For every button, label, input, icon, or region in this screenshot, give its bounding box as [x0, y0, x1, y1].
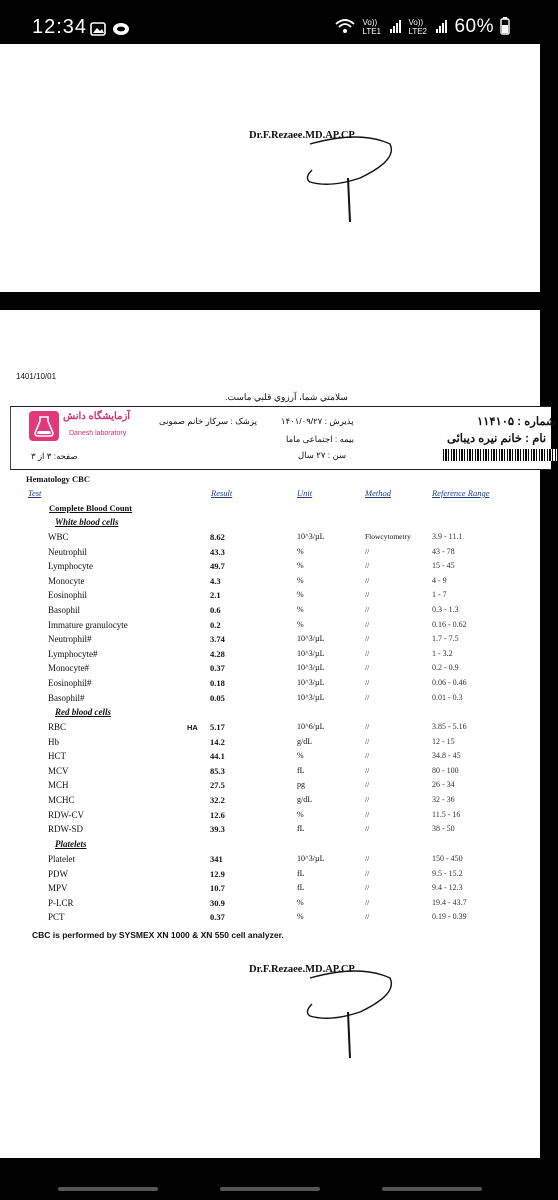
table-row — [0, 693, 540, 706]
table-row — [0, 561, 540, 574]
table-row — [0, 898, 540, 911]
method: // — [365, 678, 370, 687]
unit: 10^3/µL — [297, 854, 325, 863]
test-name: MCV — [48, 765, 69, 776]
reference-range: 4 - 9 — [432, 575, 447, 585]
unit: % — [297, 561, 304, 571]
unit: 10^6/µL — [297, 722, 325, 731]
document-page-previous[interactable] — [0, 44, 540, 292]
table-row — [0, 649, 540, 662]
result-value: 341 — [210, 854, 223, 864]
lab-name-fa: آزمایشگاه دانش — [63, 411, 131, 422]
table-row — [0, 576, 540, 589]
table-row — [0, 780, 540, 793]
table-row — [0, 663, 540, 676]
result-value: 0.18 — [210, 678, 225, 688]
reference-range: 11.5 - 16 — [432, 809, 461, 819]
table-row — [0, 737, 540, 750]
result-value: 4.3 — [210, 575, 221, 586]
reference-range: 80 - 100 — [432, 765, 459, 775]
reference-range: 19.4 - 43.7 — [432, 897, 467, 907]
unit: 10^3/µL — [297, 663, 325, 673]
file-number: شماره : ۱۱۴۱۰۵ — [477, 416, 556, 428]
test-name: Monocyte# — [48, 663, 89, 674]
test-name: HCT — [48, 751, 66, 762]
page-number: صفحه: ۳ از ۳ — [31, 451, 78, 461]
table-row — [0, 795, 540, 808]
unit: % — [297, 809, 304, 819]
reference-range: 12 - 15 — [432, 736, 455, 746]
col-test: Test — [28, 488, 42, 498]
unit: 10^3/µL — [297, 648, 325, 658]
reference-range: 150 - 450 — [432, 854, 463, 863]
method: // — [365, 722, 370, 731]
result-value: 0.2 — [210, 619, 221, 630]
test-name: Basophil — [48, 605, 81, 615]
patient-name: نام : خانم نیره دیبائی — [447, 433, 547, 445]
lab-logo-icon — [29, 411, 59, 441]
method: // — [365, 590, 370, 600]
physician: پزشک : سرکار خانم صمونی — [159, 416, 257, 426]
unit: % — [297, 546, 304, 556]
method: // — [365, 575, 370, 585]
result-value: 14.2 — [210, 736, 225, 747]
method: // — [365, 692, 370, 702]
reference-range: 0.19 - 0.39 — [432, 912, 467, 922]
signature-icon — [300, 130, 400, 226]
reference-range: 32 - 36 — [432, 795, 455, 804]
reference-range: 1.7 - 7.5 — [432, 634, 459, 644]
method: // — [365, 751, 370, 761]
test-name: Basophil# — [48, 692, 85, 703]
result-value: 5.17 — [210, 722, 225, 732]
method: // — [365, 634, 370, 644]
doctor-name: Dr.F.Rezaee.MD.AP.CP — [249, 130, 355, 141]
result-value: 85.3 — [210, 765, 225, 776]
test-name: Neutrophil — [48, 546, 87, 557]
signature-icon — [300, 964, 400, 1064]
test-name: Lymphocyte — [48, 561, 93, 572]
status-bar — [0, 0, 540, 42]
unit: % — [297, 590, 304, 600]
method: // — [365, 795, 370, 804]
table-row — [0, 912, 540, 925]
table-row — [0, 634, 540, 647]
network-label-1: Vo)) LTE1 — [362, 18, 381, 36]
table-row — [0, 532, 540, 545]
test-name: PCT — [48, 912, 65, 923]
unit: % — [297, 897, 304, 907]
col-reference: Reference Range — [432, 488, 490, 498]
table-row — [0, 883, 540, 896]
lab-name-en: Danesh laboratory — [69, 430, 127, 437]
unit: % — [297, 912, 304, 922]
unit: fL — [297, 824, 305, 834]
unit: 10^3/µL — [297, 678, 325, 687]
result-value: 43.3 — [210, 546, 225, 557]
status-time: 12:34 — [32, 16, 88, 38]
signal-icon-2 — [436, 19, 448, 36]
table-row — [0, 854, 540, 867]
method: // — [365, 561, 370, 571]
result-value: 0.05 — [210, 692, 225, 703]
method: // — [365, 619, 370, 629]
section-title: Hematology CBC — [26, 474, 90, 484]
reference-range: 0.2 - 0.9 — [432, 663, 459, 673]
table-row — [0, 722, 540, 735]
table-row — [0, 869, 540, 882]
report-header — [10, 406, 556, 470]
table-row — [0, 766, 540, 779]
reference-range: 34.8 - 45 — [432, 751, 461, 761]
unit: % — [297, 575, 304, 585]
table-row — [0, 751, 540, 764]
reference-range: 1 - 7 — [432, 590, 447, 600]
nav-recent-handle[interactable] — [382, 1187, 482, 1191]
table-row — [0, 590, 540, 603]
test-name: Eosinophil# — [48, 678, 92, 688]
test-name: PDW — [48, 868, 68, 879]
reference-range: 26 - 34 — [432, 780, 455, 790]
test-name: Monocyte — [48, 575, 85, 586]
method: // — [365, 824, 370, 834]
unit: fL — [297, 765, 305, 775]
unit: % — [297, 605, 304, 614]
result-value: 49.7 — [210, 561, 225, 572]
reference-range: 43 - 78 — [432, 546, 455, 556]
group-red: Red blood cells — [55, 707, 111, 717]
result-value: 39.3 — [210, 824, 225, 835]
reception-date: پذیرش : ۱۴۰۱/۰۹/۲۷ — [281, 416, 354, 426]
unit: 10^3/µL — [297, 532, 325, 541]
method: // — [365, 605, 370, 614]
result-value: 0.37 — [210, 663, 225, 674]
status-right — [334, 16, 510, 38]
test-name: MPV — [48, 883, 68, 894]
test-name: Neutrophil# — [48, 634, 92, 645]
test-name: RDW-CV — [48, 809, 84, 820]
reference-range: 3.85 - 5.16 — [432, 722, 467, 731]
method: // — [365, 912, 370, 922]
battery-icon — [500, 17, 510, 38]
test-name: Platelet — [48, 854, 75, 864]
col-result: Result — [211, 488, 233, 498]
nav-back-handle[interactable] — [58, 1187, 158, 1191]
unit: fL — [297, 883, 305, 893]
method: // — [365, 809, 370, 819]
wifi-icon — [334, 18, 356, 37]
reference-range: 0.3 - 1.3 — [432, 605, 459, 614]
test-name: MCH — [48, 780, 69, 791]
method: Flowcytometry — [365, 532, 411, 541]
test-name: Immature granulocyte — [48, 619, 128, 630]
method: // — [365, 648, 370, 658]
table-row — [0, 605, 540, 618]
table-row — [0, 620, 540, 633]
method: // — [365, 854, 370, 863]
result-value: 4.28 — [210, 648, 225, 659]
method: // — [365, 868, 370, 878]
insurance: بیمه : اجتماعی ماما — [286, 434, 354, 444]
reference-range: 38 - 50 — [432, 824, 455, 834]
method: // — [365, 765, 370, 775]
unit: 10^3/µL — [297, 634, 325, 644]
reference-range: 0.01 - 0.3 — [432, 692, 463, 702]
reference-range: 9.5 - 15.2 — [432, 868, 463, 878]
result-value: 12.9 — [210, 868, 225, 879]
result-value: 3.74 — [210, 634, 225, 645]
result-value: 0.6 — [210, 605, 221, 615]
document-page-current[interactable] — [0, 310, 556, 1158]
result-value: 32.2 — [210, 795, 225, 805]
result-value: 10.7 — [210, 883, 225, 894]
message-bubble-icon — [112, 22, 130, 41]
test-name: Hb — [48, 736, 59, 747]
test-name: Eosinophil — [48, 590, 88, 601]
unit: 10^3/µL — [297, 692, 325, 702]
method: // — [365, 736, 370, 746]
battery-percent: 60% — [454, 16, 494, 37]
unit: fL — [297, 868, 305, 878]
print-date: 1401/10/01 — [16, 372, 57, 381]
reference-range: 0.16 - 0.62 — [432, 619, 467, 629]
method: // — [365, 546, 370, 556]
test-name: RDW-SD — [48, 824, 84, 835]
panel-title: Complete Blood Count — [49, 503, 133, 513]
result-value: 27.5 — [210, 780, 225, 791]
test-name: Lymphocyte# — [48, 648, 98, 659]
col-method: Method — [365, 488, 391, 498]
method: // — [365, 663, 370, 673]
unit: g/dL — [297, 795, 313, 804]
test-name: WBC — [48, 532, 69, 542]
result-value: 2.1 — [210, 590, 221, 601]
method: // — [365, 780, 370, 790]
reference-range: 9.4 - 12.3 — [432, 883, 463, 893]
col-unit: Unit — [297, 488, 313, 498]
method: // — [365, 883, 370, 893]
nav-home-handle[interactable] — [220, 1187, 320, 1191]
table-row — [0, 810, 540, 823]
test-name: P-LCR — [48, 897, 74, 908]
result-value: 12.6 — [210, 809, 225, 820]
unit: % — [297, 619, 304, 629]
result-flag: HA — [187, 723, 198, 732]
network-label-2: Vo)) LTE2 — [408, 18, 427, 36]
greeting: سلامتي شما، آرزوي قلبي ماست. — [225, 392, 348, 402]
reference-range: 1 - 3.2 — [432, 648, 453, 658]
signal-icon-1 — [390, 19, 402, 36]
method: // — [365, 897, 370, 907]
table-row — [0, 678, 540, 691]
footer-note: CBC is performed by SYSMEX XN 1000 & XN 550 cell analyzer. — [32, 930, 284, 940]
reference-range: 3.9 - 11.1 — [432, 532, 463, 541]
gallery-icon — [90, 22, 106, 41]
table-row — [0, 547, 540, 560]
doctor-name-bottom: Dr.F.Rezaee.MD.AP.CP — [249, 964, 355, 975]
table-row — [0, 824, 540, 837]
result-value: 44.1 — [210, 751, 225, 762]
test-name: RBC — [48, 722, 67, 732]
group-white: White blood cells — [55, 517, 119, 527]
result-value: 30.9 — [210, 897, 225, 908]
barcode — [443, 449, 558, 461]
test-name: MCHC — [48, 795, 75, 805]
navigation-bar — [0, 1176, 540, 1200]
reference-range: 15 - 45 — [432, 561, 455, 571]
reference-range: 0.06 - 0.46 — [432, 678, 467, 687]
unit: % — [297, 751, 304, 761]
result-value: 8.62 — [210, 532, 225, 542]
result-value: 0.37 — [210, 912, 225, 923]
unit: g/dL — [297, 736, 313, 746]
group-platelets: Platelets — [55, 839, 87, 849]
unit: pg — [297, 780, 305, 790]
patient-age: سن : ۲۷ سال — [298, 450, 347, 460]
